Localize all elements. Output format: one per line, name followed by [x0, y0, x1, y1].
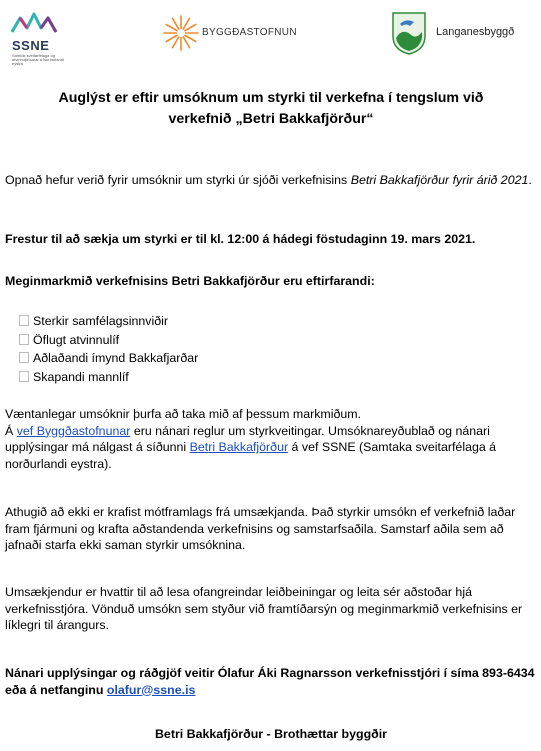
byggdastofnun-link[interactable]: vef Byggðastofnunar — [16, 423, 131, 438]
announcement-title: Auglýst er eftir umsóknum um styrki til verkefna í tengslum við verkefnið „Betri Bakkafjörður“ — [58, 90, 484, 127]
bullet-box-icon — [19, 371, 29, 382]
goals-list — [19, 312, 198, 386]
goal-item: Aðlaðandi ímynd Bakkafjarðar — [19, 349, 198, 368]
langanesbyggd-logo — [390, 10, 530, 58]
goal-item: Skapandi mannlíf — [19, 368, 198, 387]
advice-paragraph: Umsækjendur er hvattir til að lesa ofangreindar leiðbeiningar og leita sér aðstoðar hjá verkefnisstjóra. Vönduð umsókn sem styður við framtíðarsýn og meginmarkmið verkefnisins er líklegri til árangurs. — [5, 585, 523, 632]
goals-heading: Meginmarkmið verkefnisins Betri Bakkafjörður eru eftirfarandi: — [5, 274, 375, 288]
byggdastofnun-wordmark: BYGGÐASTOFNUN — [202, 27, 297, 38]
contribution-paragraph: Athugið að ekki er krafist mótframlags frá umsækjanda. Það styrkir umsókn ef verkefnið laðar fram fjármuni og krafta aðstandenda verkefnisins og samstarfsaðila. Samstarf aðila sem að jafnaði starfa ekki saman styrkir umsóknina. — [5, 505, 516, 552]
bullet-box-icon — [19, 315, 29, 326]
bullet-box-icon — [19, 334, 29, 345]
deadline-text: Frestur til að sækja um styrki er til kl. 12:00 á hádegi föstudaginn 19. mars 2021. — [5, 232, 476, 246]
contact-paragraph: Nánari upplýsingar og ráðgjöf veitir Ólafur Áki Ragnarsson verkefnisstjóri í síma 893-6434 eða á netfanginu olafur@ssne.is — [5, 666, 535, 697]
announcement-body — [5, 88, 537, 741]
goal-item: Öflugt atvinnulíf — [19, 331, 198, 350]
langanesbyggd-shield-icon — [390, 10, 428, 56]
ssne-tagline: Samtök sveitarfélaga og atvinnuþróunar á Norðurlandi eystra — [12, 53, 64, 66]
email-link[interactable]: olafur@ssne.is — [106, 682, 196, 697]
logo-header — [0, 0, 541, 70]
goal-item: Sterkir samfélagsinnviðir — [19, 312, 198, 331]
bullet-box-icon — [19, 352, 29, 363]
ssne-logo — [10, 8, 70, 66]
sun-burst-icon — [162, 14, 200, 52]
ssne-mountains-icon — [10, 8, 70, 38]
byggdastofnun-logo — [162, 14, 322, 54]
betri-bakkafjordur-link[interactable]: Betri Bakkafjörður — [189, 440, 289, 454]
ssne-wordmark: SSNE — [12, 38, 50, 53]
intro-paragraph: Opnað hefur verið fyrir umsóknir um styrki úr sjóði verkefnisins Betri Bakkafjörður fyrir árið 2021. — [5, 173, 532, 187]
rules-paragraph: Væntanlegar umsóknir þurfa að taka mið af þessum markmiðum. Á vef Byggðastofnunar eru nánari reglur um styrkveitingar. Umsóknareyðublað og nánari upplýsingar má nálgast á síðunni Betri Bakkafjörður á vef SSNE (Samtaka sveitarfélaga á norðurlandi eystra). — [5, 407, 497, 471]
langanesbyggd-wordmark: Langanesbyggð — [436, 26, 515, 38]
footer-text: Betri Bakkafjörður - Brothættar byggðir — [154, 727, 387, 741]
